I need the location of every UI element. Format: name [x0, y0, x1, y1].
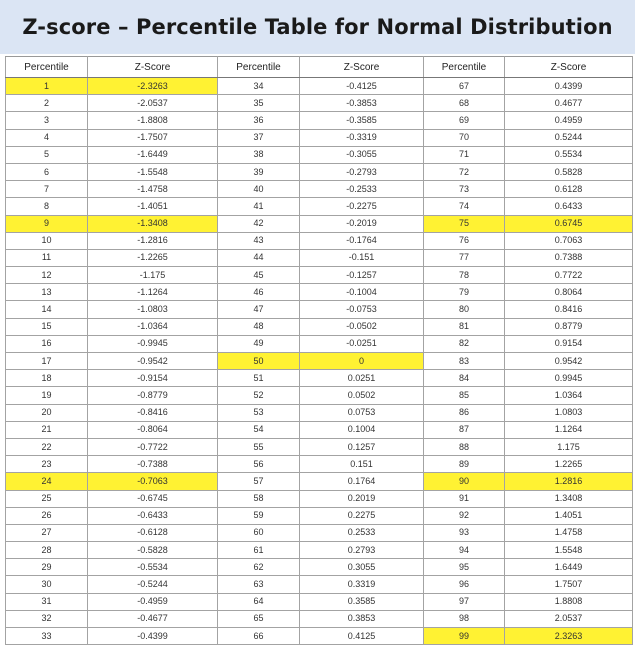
z-score-cell: -0.2533: [300, 181, 424, 198]
table-row: [6, 129, 633, 146]
percentile-cell: 88: [424, 438, 505, 455]
table-row: [6, 198, 633, 215]
percentile-cell: 72: [424, 163, 505, 180]
percentile-cell: 81: [424, 318, 505, 335]
percentile-cell: 35: [218, 95, 300, 112]
percentile-cell: 46: [218, 284, 300, 301]
table-row: [6, 610, 633, 627]
percentile-cell: 63: [218, 576, 300, 593]
z-score-percentile-table: [5, 56, 633, 645]
z-score-cell: 0.1257: [300, 438, 424, 455]
percentile-cell: 16: [6, 335, 88, 352]
z-score-cell: 1.8808: [505, 593, 633, 610]
percentile-cell: 57: [218, 473, 300, 490]
percentile-cell: 9: [6, 215, 88, 232]
z-score-cell: 0.9542: [505, 353, 633, 370]
z-score-cell: -1.0364: [88, 318, 218, 335]
percentile-cell: 99: [424, 628, 505, 645]
table-row: [6, 628, 633, 645]
z-score-cell: 1.6449: [505, 559, 633, 576]
percentile-cell: 65: [218, 610, 300, 627]
z-score-cell: 0.8779: [505, 318, 633, 335]
table-row: [6, 284, 633, 301]
table-row: [6, 301, 633, 318]
table-row: [6, 524, 633, 541]
table-row: [6, 215, 633, 232]
z-score-cell: 1.2816: [505, 473, 633, 490]
z-score-cell: -0.0251: [300, 335, 424, 352]
z-score-cell: -2.0537: [88, 95, 218, 112]
percentile-cell: 4: [6, 129, 88, 146]
percentile-cell: 69: [424, 112, 505, 129]
percentile-cell: 60: [218, 524, 300, 541]
z-score-cell: -0.9945: [88, 335, 218, 352]
percentile-cell: 10: [6, 232, 88, 249]
percentile-cell: 92: [424, 507, 505, 524]
z-score-cell: 0.8064: [505, 284, 633, 301]
percentile-cell: 21: [6, 421, 88, 438]
percentile-cell: 85: [424, 387, 505, 404]
percentile-cell: 26: [6, 507, 88, 524]
z-score-cell: 0.5534: [505, 146, 633, 163]
z-score-cell: 0.8416: [505, 301, 633, 318]
table-row: [6, 181, 633, 198]
z-score-cell: 1.0364: [505, 387, 633, 404]
percentile-cell: 62: [218, 559, 300, 576]
z-score-cell: 1.0803: [505, 404, 633, 421]
percentile-cell: 25: [6, 490, 88, 507]
z-score-cell: 0.5828: [505, 163, 633, 180]
percentile-cell: 34: [218, 78, 300, 95]
percentile-cell: 56: [218, 456, 300, 473]
table-row: [6, 353, 633, 370]
percentile-cell: 32: [6, 610, 88, 627]
z-score-cell: -0.6128: [88, 524, 218, 541]
z-score-cell: 0.4677: [505, 95, 633, 112]
percentile-cell: 67: [424, 78, 505, 95]
percentile-cell: 19: [6, 387, 88, 404]
z-score-cell: 0.3585: [300, 593, 424, 610]
percentile-cell: 14: [6, 301, 88, 318]
z-score-cell: 0.0753: [300, 404, 424, 421]
z-score-cell: -0.4677: [88, 610, 218, 627]
z-score-cell: 0.4399: [505, 78, 633, 95]
z-score-cell: 0.2793: [300, 542, 424, 559]
z-score-cell: 0.1004: [300, 421, 424, 438]
percentile-cell: 33: [6, 628, 88, 645]
table-body: [6, 78, 633, 645]
percentile-cell: 13: [6, 284, 88, 301]
percentile-cell: 8: [6, 198, 88, 215]
table-row: [6, 473, 633, 490]
z-score-cell: 0: [300, 353, 424, 370]
z-score-cell: -1.1264: [88, 284, 218, 301]
z-score-cell: 0.0502: [300, 387, 424, 404]
table-row: [6, 249, 633, 266]
percentile-cell: 52: [218, 387, 300, 404]
z-score-cell: -1.6449: [88, 146, 218, 163]
percentile-cell: 59: [218, 507, 300, 524]
percentile-cell: 43: [218, 232, 300, 249]
z-score-cell: -0.2793: [300, 163, 424, 180]
z-score-cell: 0.6128: [505, 181, 633, 198]
z-score-cell: 0.9154: [505, 335, 633, 352]
percentile-cell: 29: [6, 559, 88, 576]
percentile-cell: 22: [6, 438, 88, 455]
table-row: [6, 404, 633, 421]
percentile-cell: 55: [218, 438, 300, 455]
z-score-cell: -0.0753: [300, 301, 424, 318]
percentile-cell: 39: [218, 163, 300, 180]
z-score-cell: -1.8808: [88, 112, 218, 129]
z-score-cell: -0.3319: [300, 129, 424, 146]
percentile-cell: 96: [424, 576, 505, 593]
table-row: [6, 267, 633, 284]
percentile-cell: 2: [6, 95, 88, 112]
z-score-cell: -0.9154: [88, 370, 218, 387]
z-score-cell: -0.151: [300, 249, 424, 266]
column-header-percentile: Percentile: [218, 57, 300, 78]
z-score-cell: -0.4959: [88, 593, 218, 610]
table-row: [6, 78, 633, 95]
table-row: [6, 507, 633, 524]
percentile-cell: 1: [6, 78, 88, 95]
table-row: [6, 387, 633, 404]
z-score-cell: 0.6433: [505, 198, 633, 215]
z-score-cell: -1.3408: [88, 215, 218, 232]
percentile-cell: 31: [6, 593, 88, 610]
percentile-cell: 73: [424, 181, 505, 198]
z-score-cell: -0.5534: [88, 559, 218, 576]
percentile-cell: 77: [424, 249, 505, 266]
table-row: [6, 559, 633, 576]
z-score-cell: -0.1257: [300, 267, 424, 284]
z-score-cell: 0.6745: [505, 215, 633, 232]
percentile-cell: 50: [218, 353, 300, 370]
z-score-cell: -0.4399: [88, 628, 218, 645]
percentile-cell: 68: [424, 95, 505, 112]
z-score-cell: -0.7388: [88, 456, 218, 473]
percentile-cell: 6: [6, 163, 88, 180]
z-score-cell: -1.175: [88, 267, 218, 284]
percentile-cell: 78: [424, 267, 505, 284]
percentile-cell: 97: [424, 593, 505, 610]
percentile-cell: 44: [218, 249, 300, 266]
z-score-cell: 1.1264: [505, 421, 633, 438]
percentile-cell: 74: [424, 198, 505, 215]
column-header-percentile: Percentile: [6, 57, 88, 78]
percentile-cell: 51: [218, 370, 300, 387]
percentile-cell: 84: [424, 370, 505, 387]
z-score-cell: -0.4125: [300, 78, 424, 95]
table-row: [6, 438, 633, 455]
percentile-cell: 40: [218, 181, 300, 198]
z-score-cell: -1.2816: [88, 232, 218, 249]
percentile-cell: 82: [424, 335, 505, 352]
z-score-cell: -1.7507: [88, 129, 218, 146]
z-score-cell: -0.8416: [88, 404, 218, 421]
z-score-cell: -0.1764: [300, 232, 424, 249]
percentile-cell: 61: [218, 542, 300, 559]
z-score-cell: 1.2265: [505, 456, 633, 473]
table-row: [6, 370, 633, 387]
z-score-cell: -0.5244: [88, 576, 218, 593]
z-score-cell: -0.6433: [88, 507, 218, 524]
percentile-cell: 7: [6, 181, 88, 198]
percentile-cell: 48: [218, 318, 300, 335]
percentile-cell: 91: [424, 490, 505, 507]
table-row: [6, 146, 633, 163]
percentile-cell: 42: [218, 215, 300, 232]
percentile-cell: 79: [424, 284, 505, 301]
column-header-percentile: Percentile: [424, 57, 505, 78]
percentile-cell: 90: [424, 473, 505, 490]
percentile-cell: 87: [424, 421, 505, 438]
z-score-cell: -0.2019: [300, 215, 424, 232]
z-score-cell: -0.2275: [300, 198, 424, 215]
z-score-cell: 0.7063: [505, 232, 633, 249]
percentile-cell: 71: [424, 146, 505, 163]
percentile-cell: 58: [218, 490, 300, 507]
z-score-cell: 0.3055: [300, 559, 424, 576]
z-score-cell: -0.7722: [88, 438, 218, 455]
z-score-cell: 0.7722: [505, 267, 633, 284]
percentile-cell: 30: [6, 576, 88, 593]
percentile-cell: 11: [6, 249, 88, 266]
percentile-cell: 47: [218, 301, 300, 318]
z-score-cell: 1.175: [505, 438, 633, 455]
percentile-cell: 54: [218, 421, 300, 438]
z-score-cell: -0.9542: [88, 353, 218, 370]
table-row: [6, 232, 633, 249]
percentile-cell: 70: [424, 129, 505, 146]
percentile-cell: 18: [6, 370, 88, 387]
percentile-cell: 53: [218, 404, 300, 421]
percentile-cell: 80: [424, 301, 505, 318]
percentile-cell: 41: [218, 198, 300, 215]
z-score-cell: 0.151: [300, 456, 424, 473]
z-score-cell: -0.8064: [88, 421, 218, 438]
z-score-cell: -2.3263: [88, 78, 218, 95]
z-score-cell: 2.0537: [505, 610, 633, 627]
percentile-cell: 36: [218, 112, 300, 129]
table-row: [6, 318, 633, 335]
table-row: [6, 163, 633, 180]
z-score-cell: 2.3263: [505, 628, 633, 645]
percentile-cell: 38: [218, 146, 300, 163]
table-row: [6, 335, 633, 352]
column-header-z-score: Z-Score: [505, 57, 633, 78]
percentile-cell: 45: [218, 267, 300, 284]
table-row: [6, 542, 633, 559]
table-row: [6, 576, 633, 593]
percentile-cell: 20: [6, 404, 88, 421]
z-score-cell: 0.2533: [300, 524, 424, 541]
percentile-cell: 76: [424, 232, 505, 249]
percentile-cell: 66: [218, 628, 300, 645]
percentile-cell: 28: [6, 542, 88, 559]
percentile-cell: 49: [218, 335, 300, 352]
percentile-cell: 12: [6, 267, 88, 284]
table-row: [6, 95, 633, 112]
percentile-cell: 3: [6, 112, 88, 129]
percentile-cell: 24: [6, 473, 88, 490]
header-row: [6, 57, 633, 78]
z-score-cell: 1.5548: [505, 542, 633, 559]
z-score-cell: 0.4959: [505, 112, 633, 129]
percentile-cell: 64: [218, 593, 300, 610]
z-score-cell: -1.0803: [88, 301, 218, 318]
z-score-cell: -1.5548: [88, 163, 218, 180]
percentile-cell: 98: [424, 610, 505, 627]
table-row: [6, 421, 633, 438]
z-score-cell: 0.4125: [300, 628, 424, 645]
z-score-cell: 1.3408: [505, 490, 633, 507]
z-score-cell: -0.3853: [300, 95, 424, 112]
z-score-cell: -0.3055: [300, 146, 424, 163]
z-score-cell: -1.4051: [88, 198, 218, 215]
percentile-cell: 89: [424, 456, 505, 473]
z-score-cell: 1.4758: [505, 524, 633, 541]
z-score-cell: -0.0502: [300, 318, 424, 335]
z-score-cell: -1.2265: [88, 249, 218, 266]
column-header-z-score: Z-Score: [300, 57, 424, 78]
z-score-cell: -1.4758: [88, 181, 218, 198]
z-score-cell: 1.7507: [505, 576, 633, 593]
table-header: [6, 57, 633, 78]
z-score-cell: -0.6745: [88, 490, 218, 507]
z-score-cell: 0.3319: [300, 576, 424, 593]
title-bar: [0, 0, 635, 54]
z-score-cell: 0.5244: [505, 129, 633, 146]
z-score-cell: -0.1004: [300, 284, 424, 301]
percentile-cell: 15: [6, 318, 88, 335]
percentile-cell: 93: [424, 524, 505, 541]
column-header-z-score: Z-Score: [88, 57, 218, 78]
z-score-cell: -0.5828: [88, 542, 218, 559]
z-score-cell: 0.2019: [300, 490, 424, 507]
percentile-cell: 5: [6, 146, 88, 163]
z-score-cell: 0.1764: [300, 473, 424, 490]
table-row: [6, 593, 633, 610]
table-row: [6, 112, 633, 129]
percentile-cell: 75: [424, 215, 505, 232]
z-score-cell: 0.0251: [300, 370, 424, 387]
z-score-cell: -0.3585: [300, 112, 424, 129]
percentile-cell: 95: [424, 559, 505, 576]
z-score-cell: 1.4051: [505, 507, 633, 524]
z-score-cell: 0.2275: [300, 507, 424, 524]
table-row: [6, 456, 633, 473]
percentile-cell: 23: [6, 456, 88, 473]
percentile-cell: 86: [424, 404, 505, 421]
z-score-cell: 0.3853: [300, 610, 424, 627]
percentile-cell: 37: [218, 129, 300, 146]
percentile-cell: 27: [6, 524, 88, 541]
percentile-cell: 83: [424, 353, 505, 370]
page-title: Z-score – Percentile Table for Normal Distribution: [22, 15, 613, 39]
table-row: [6, 490, 633, 507]
percentile-cell: 94: [424, 542, 505, 559]
z-score-cell: -0.8779: [88, 387, 218, 404]
z-score-cell: -0.7063: [88, 473, 218, 490]
percentile-cell: 17: [6, 353, 88, 370]
z-score-cell: 0.9945: [505, 370, 633, 387]
z-score-cell: 0.7388: [505, 249, 633, 266]
